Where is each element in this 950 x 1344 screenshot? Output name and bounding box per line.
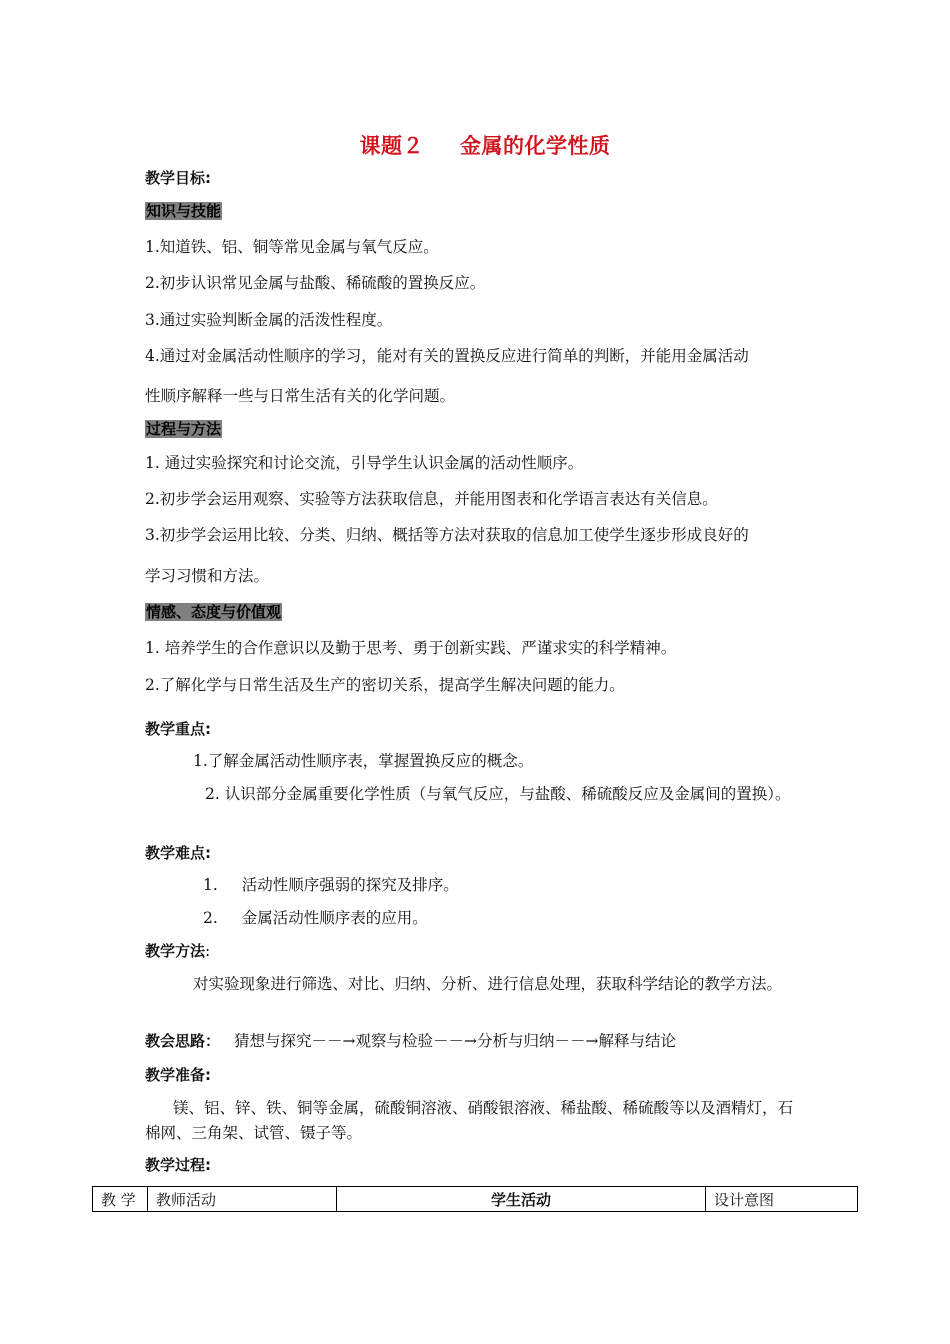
process-item: 3.初步学会运用比较、分类、归纳、概括等方法对获取的信息加工使学生逐步形成良好的 — [145, 526, 749, 544]
title-lesson-name: 金属的化学性质 — [460, 134, 611, 158]
emotion-item: 2.了解化学与日常生活及生产的密切关系，提高学生解决问题的能力。 — [145, 676, 625, 694]
knowledge-item: 2.初步认识常见金属与盐酸、稀硫酸的置换反应。 — [145, 274, 486, 292]
preparation-text: 镁、铝、锌、铁、铜等金属，硫酸铜溶液、硝酸银溶液、稀盐酸、稀硫酸等以及酒精灯，石棉网、三角架、试管、镊子等。 — [145, 1099, 794, 1142]
table-header-intent: 设计意图 — [706, 1187, 858, 1212]
process-section-label — [145, 419, 222, 439]
difficulty-item — [203, 908, 428, 928]
approach-line — [145, 1031, 676, 1051]
method-heading: 教学方法 — [145, 942, 206, 960]
process-item: 1. 通过实验探究和讨论交流，引导学生认识金属的活动性顺序。 — [145, 454, 584, 472]
table-header-stage: 教 学 — [93, 1187, 148, 1212]
knowledge-item: 性顺序解释一些与日常生活有关的化学问题。 — [145, 387, 456, 405]
procedure-table — [92, 1186, 858, 1212]
table-header-teacher: 教师活动 — [148, 1187, 337, 1212]
difficulty-item — [203, 875, 459, 895]
knowledge-item: 1.知道铁、铝、铜等常见金属与氧气反应。 — [145, 238, 439, 256]
knowledge-label: 知识与技能 — [146, 202, 222, 220]
key-point-item: 2. 认识部分金属重要化学性质（与氧气反应，与盐酸、稀硫酸反应及金属间的置换）。 — [205, 785, 791, 803]
goals-heading: 教学目标: — [145, 169, 211, 187]
method-text: 对实验现象进行筛选、对比、归纳、分析、进行信息处理，获取科学结论的教学方法。 — [193, 975, 783, 993]
method-heading-line — [145, 941, 210, 961]
knowledge-item: 4.通过对金属活动性顺序的学习，能对有关的置换反应进行简单的判断，并能用金属活动 — [145, 347, 749, 365]
difficulty-text: 活动性顺序强弱的探究及排序。 — [241, 876, 459, 894]
table-header-row — [93, 1187, 858, 1212]
procedure-heading: 教学过程: — [145, 1156, 211, 1174]
knowledge-section-label — [145, 201, 222, 221]
approach-heading: 教会思路： — [145, 1032, 221, 1050]
difficulties-heading: 教学难点: — [145, 844, 211, 862]
emotion-label: 情感、态度与价值观 — [146, 603, 282, 621]
process-item: 2.初步学会运用观察、实验等方法获取信息，并能用图表和化学语言表达有关信息。 — [145, 490, 718, 508]
key-points-heading: 教学重点: — [145, 720, 211, 738]
difficulty-number: 1. — [203, 876, 218, 894]
preparation-heading: 教学准备: — [145, 1066, 211, 1084]
key-point-item: 1.了解金属活动性顺序表，掌握置换反应的概念。 — [193, 752, 534, 770]
emotion-section-label — [145, 602, 282, 622]
method-colon: : — [205, 942, 211, 960]
table-header-student: 学生活动 — [337, 1187, 706, 1212]
emotion-item: 1. 培养学生的合作意识以及勤于思考、勇于创新实践、严谨求实的科学精神。 — [145, 639, 677, 657]
process-item: 学习习惯和方法。 — [145, 567, 270, 585]
process-label: 过程与方法 — [146, 420, 222, 438]
title-lesson-number: 课题２ — [359, 134, 424, 158]
approach-text: 猜想与探究－－→观察与检验－－→分析与归纳－－→解释与结论 — [234, 1032, 676, 1050]
document-title — [0, 130, 950, 160]
knowledge-item: 3.通过实验判断金属的活泼性程度。 — [145, 311, 393, 329]
difficulty-text: 金属活动性顺序表的应用。 — [241, 909, 428, 927]
difficulty-number: 2. — [203, 909, 218, 927]
